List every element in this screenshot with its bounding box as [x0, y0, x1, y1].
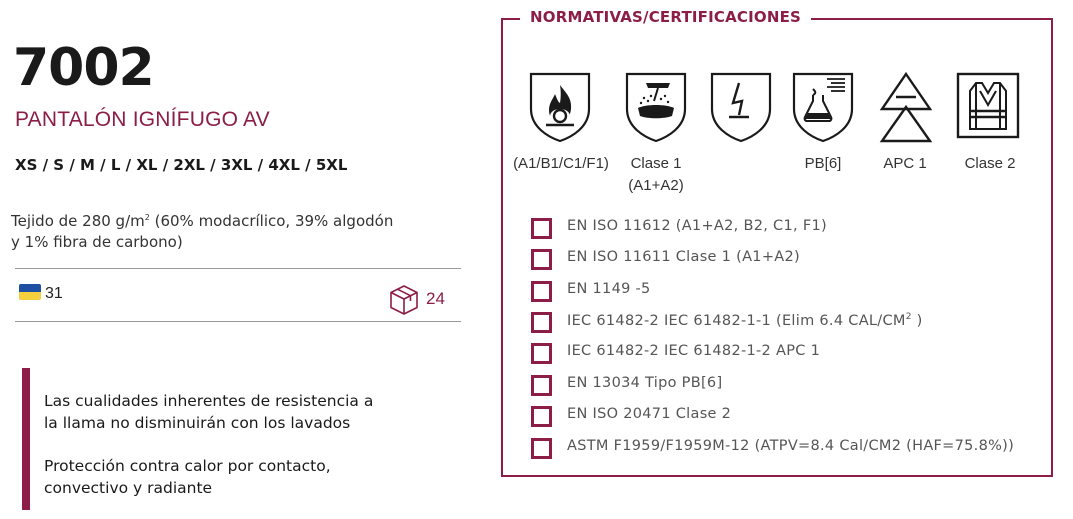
standard-text — [567, 312, 923, 329]
standard-text — [567, 375, 722, 391]
box-quantity: 24 — [426, 289, 445, 308]
checkbox-icon — [531, 343, 552, 364]
standard-label: EN 1149 -5 — [567, 281, 651, 297]
standard-label: IEC 61482-2 IEC 61482-1-1 (Elim 6.4 CAL/CM — [567, 312, 906, 329]
standard-text — [567, 406, 731, 422]
checkbox-icon — [531, 249, 552, 270]
note-line: convectivo y radiante — [44, 479, 213, 497]
certifications-title: NORMATIVAS/CERTIFICACIONES — [520, 8, 811, 26]
standard-sup: 2 — [905, 312, 912, 322]
icon-label-flame — [506, 153, 616, 175]
standard-text — [567, 438, 1014, 454]
size-range: XS / S / M / L / XL / 2XL / 3XL / 4XL / 5XL — [15, 156, 348, 174]
icon-label-hi-vis — [952, 153, 1028, 175]
box-icon — [388, 284, 420, 316]
icon-label-line: (A1+A2) — [628, 177, 684, 194]
icon-label-line: PB[6] — [804, 155, 842, 172]
icon-label-apc — [870, 153, 940, 175]
note-line: la llama no disminuirán con los lavados — [44, 414, 351, 432]
apc-triangles-icon — [874, 71, 938, 143]
flag-top-stripe — [19, 284, 41, 292]
checkbox-icon — [531, 281, 552, 302]
product-name: PANTALÓN IGNÍFUGO AV — [15, 108, 270, 131]
note-line: Las cualidades inherentes de resistencia a — [44, 392, 374, 410]
fabric-composition: (60% modacrílico, 39% algodón — [149, 212, 394, 230]
standard-text — [567, 343, 820, 359]
checkbox-icon — [531, 218, 552, 239]
checkbox-icon — [531, 438, 552, 459]
checkbox-icon — [531, 406, 552, 427]
icon-label-line: Clase 1 — [630, 155, 682, 172]
note-wash-resistance — [44, 390, 444, 434]
icon-label-line: APC 1 — [883, 155, 927, 172]
icon-label-welding — [616, 153, 696, 197]
fabric-description — [11, 207, 451, 253]
standard-text — [567, 218, 827, 234]
standard-label: EN 13034 Tipo PB[6] — [567, 375, 723, 391]
chemical-shield-icon — [791, 71, 855, 143]
standard-label: EN ISO 11612 (A1+A2, B2, C1, F1) — [567, 218, 827, 234]
note-heat-protection — [44, 455, 444, 499]
fabric-composition-cont: y 1% fibra de carbono) — [11, 233, 183, 251]
standard-label: EN ISO 11611 Clase 1 (A1+A2) — [567, 249, 800, 265]
standard-text — [567, 249, 800, 265]
standard-label: IEC 61482-2 IEC 61482-1-2 APC 1 — [567, 343, 821, 359]
welding-shield-icon — [624, 71, 688, 143]
flag-bottom-stripe — [19, 292, 41, 300]
flag-icon — [19, 284, 41, 300]
fabric-unit-sup: 2 — [144, 213, 150, 222]
high-visibility-vest-icon — [956, 71, 1020, 143]
divider — [15, 321, 461, 322]
note-line: Protección contra calor por contacto, — [44, 457, 331, 475]
checkbox-icon — [531, 312, 552, 333]
divider — [15, 268, 461, 269]
icon-label-line: (A1/B1/C1/F1) — [513, 155, 609, 172]
icon-label-line: Clase 2 — [964, 155, 1016, 172]
flame-shield-icon — [528, 71, 592, 143]
standard-text — [567, 281, 651, 297]
product-code: 7002 — [13, 38, 154, 98]
notes-accent-bar — [22, 368, 30, 510]
electric-arc-shield-icon — [709, 71, 773, 143]
standard-label: EN ISO 20471 Clase 2 — [567, 406, 732, 422]
standard-label: ASTM F1959/F1959M-12 (ATPV=8.4 Cal/CM2 (HAF=75.8%)) — [567, 438, 1015, 454]
checkbox-icon — [531, 375, 552, 396]
icon-label-chemical — [788, 153, 858, 175]
fabric-weight: Tejido de 280 g/m — [11, 212, 145, 230]
inner-quantity: 31 — [45, 285, 63, 302]
standard-label-end: ) — [911, 312, 923, 329]
